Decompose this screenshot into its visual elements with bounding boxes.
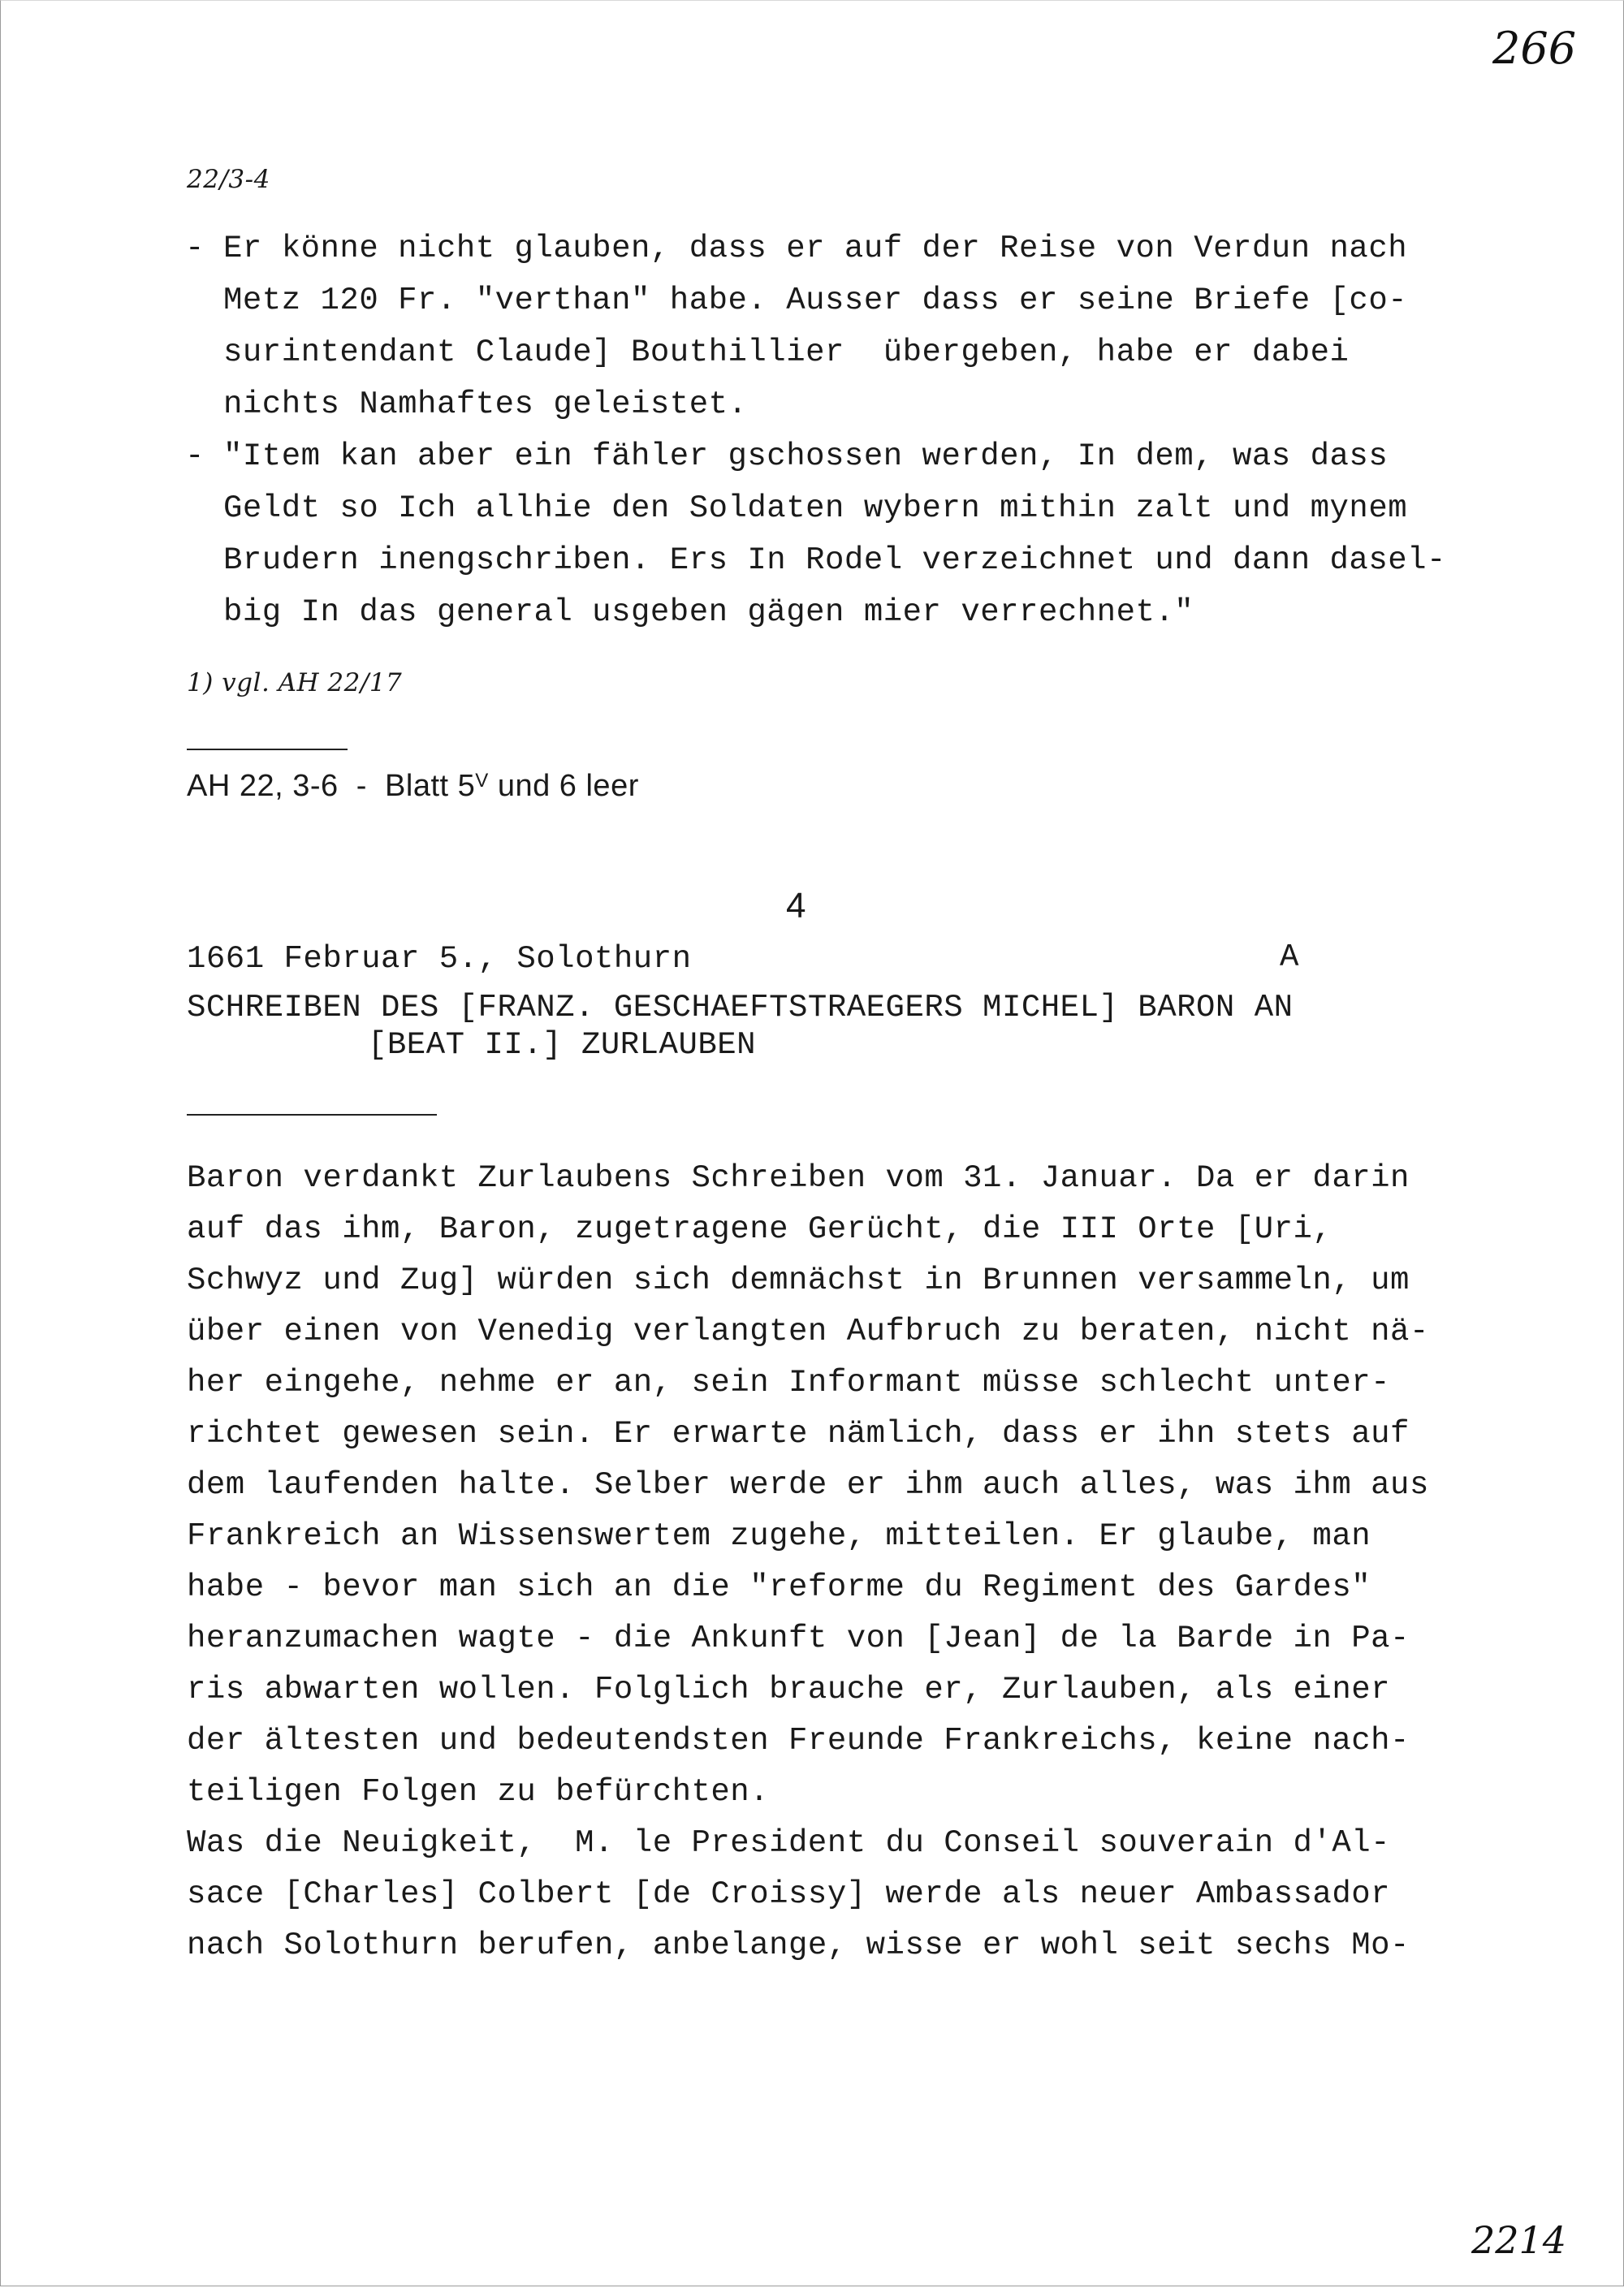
bullet-line: Er könne nicht glauben, dass er auf der Reise von Verdun nach <box>223 231 1408 266</box>
footnote: 1) vgl. AH 22/17 <box>187 668 403 697</box>
body-line: habe - bevor man sich an die "reforme du Regiment des Gardes" <box>187 1569 1371 1605</box>
bullet-dash: - <box>185 438 205 474</box>
body-line: her eingehe, nehme er an, sein Informant müsse schlecht unter- <box>187 1365 1391 1401</box>
body-line: sace [Charles] Colbert [de Croissy] werde als neuer Ambassador <box>187 1876 1391 1912</box>
bullet-line: nichts Namhaftes geleistet. <box>223 386 748 422</box>
handwritten-page-number: 266 <box>1492 23 1577 74</box>
document-number: 4 <box>786 886 806 926</box>
bullet-line: big In das general usgeben gägen mier verrechnet." <box>223 594 1194 630</box>
body-line: teiligen Folgen zu befürchten. <box>187 1774 770 1810</box>
body-line: Frankreich an Wissenswertem zugehe, mitteilen. Er glaube, man <box>187 1518 1371 1554</box>
bullet-line: Geldt so Ich allhie den Soldaten wybern mithin zalt und mynem <box>223 490 1408 526</box>
source-note-superscript: V <box>475 770 489 792</box>
handwritten-archive-mark: 2214 <box>1471 2218 1567 2262</box>
body-line: nach Solothurn berufen, anbelange, wisse er wohl seit sechs Mo- <box>187 1928 1410 1963</box>
date-place: 1661 Februar 5., Solothurn <box>187 941 692 977</box>
bullet-line: surintendant Claude] Bouthillier übergeben, habe er dabei <box>223 335 1350 370</box>
body-line: Baron verdankt Zurlaubens Schreiben vom 31. Januar. Da er darin <box>187 1160 1410 1196</box>
body-line: Schwyz und Zug] würden sich demnächst in Brunnen versammeln, um <box>187 1263 1410 1298</box>
bullet-dash: - <box>185 231 205 266</box>
body-line: auf das ihm, Baron, zugetragene Gerücht, die III Orte [Uri, <box>187 1211 1332 1247</box>
source-note-suffix: und 6 leer <box>488 769 639 803</box>
body-line: Was die Neuigkeit, M. le President du Conseil souverain d'Al- <box>187 1825 1391 1861</box>
body-line: ris abwarten wollen. Folglich brauche er, Zurlauben, als einer <box>187 1672 1391 1707</box>
body-line: der ältesten und bedeutendsten Freunde Frankreichs, keine nach- <box>187 1723 1410 1759</box>
bullet-line: Metz 120 Fr. "verthan" habe. Ausser dass er seine Briefe [co- <box>223 283 1408 318</box>
bullet-line: Brudern inengschriben. Ers In Rodel verzeichnet und dann dasel- <box>223 542 1446 578</box>
body-line: über einen von Venedig verlangten Aufbruch zu beraten, nicht nä- <box>187 1314 1429 1349</box>
title-divider <box>187 1114 437 1116</box>
section-reference: 22/3-4 <box>187 165 270 194</box>
body-line: dem laufenden halte. Selber werde er ihm auch alles, was ihm aus <box>187 1467 1429 1503</box>
document-title-line-2: [BEAT II.] ZURLAUBEN <box>368 1027 757 1063</box>
body-line: richtet gewesen sein. Er erwarte nämlich, dass er ihn stets auf <box>187 1416 1410 1452</box>
bullet-line: "Item kan aber ein fähler gschossen werden, In dem, was dass <box>223 438 1389 474</box>
footnote-divider <box>187 749 348 750</box>
source-note <box>187 767 639 805</box>
body-line: heranzumachen wagte - die Ankunft von [Jean] de la Barde in Pa- <box>187 1621 1410 1656</box>
type-marker: A <box>1280 939 1299 975</box>
document-title-line-1: SCHREIBEN DES [FRANZ. GESCHAEFTSTRAEGERS MICHEL] BARON AN <box>187 990 1294 1025</box>
source-note-prefix: AH 22, 3-6 - Blatt 5 <box>187 769 476 803</box>
